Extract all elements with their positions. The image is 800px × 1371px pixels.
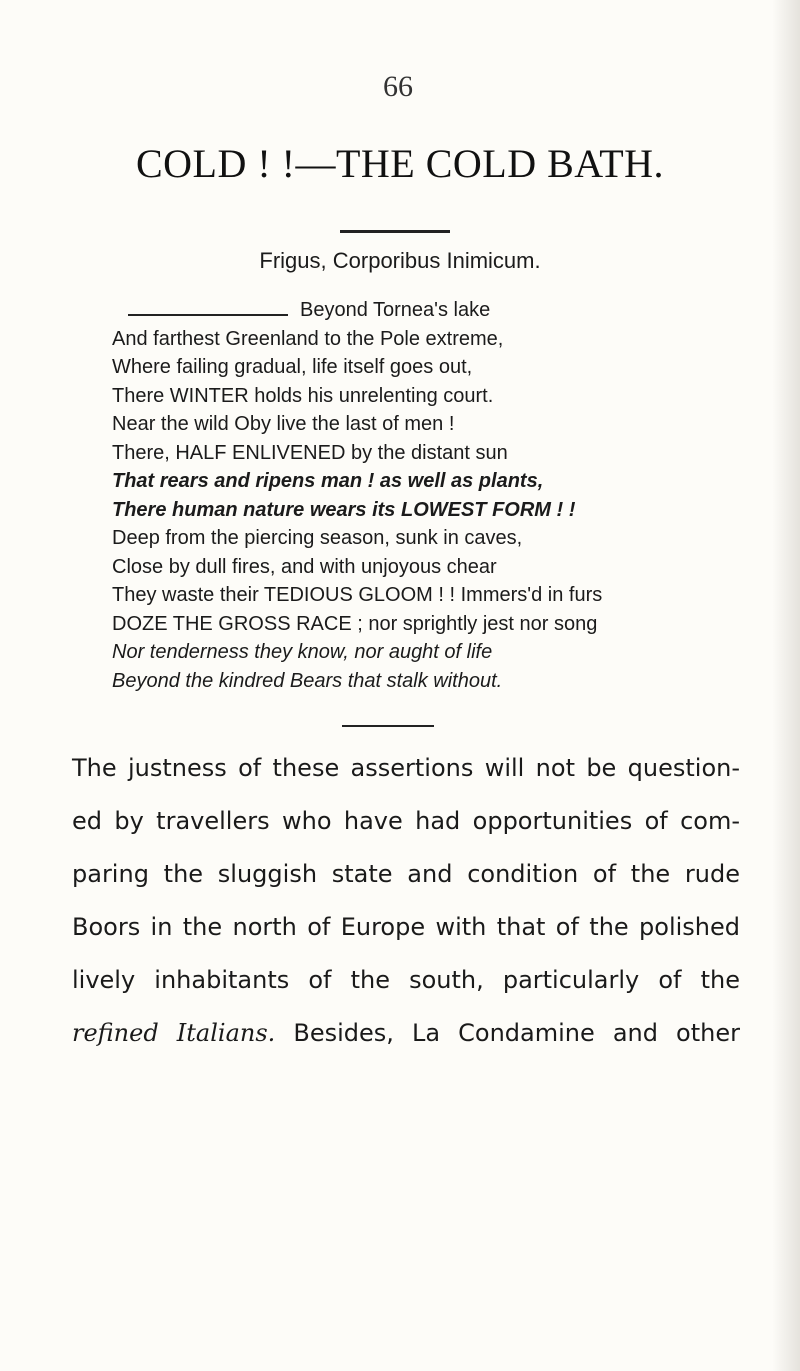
poem-line: That rears and ripens man ! as well as plants, bbox=[112, 470, 544, 492]
poem-line: There, HALF ENLIVENED by the distant sun bbox=[112, 441, 508, 464]
poem-line: There human nature wears its LOWEST FORM ! ! bbox=[112, 498, 576, 521]
body-paragraph bbox=[72, 742, 740, 1060]
paragraph-line: lively inhabitants of the south, particularly of the bbox=[72, 966, 740, 994]
poem-line: Where failing gradual, life itself goes out, bbox=[112, 356, 473, 378]
paragraph-line: Boors in the north of Europe with that of the polished bbox=[72, 913, 740, 941]
paragraph-line bbox=[72, 1007, 740, 1060]
paragraph-line: ed by travellers who have had opportunities of com- bbox=[72, 807, 740, 835]
poem-line: Beyond Tornea's lake bbox=[300, 299, 491, 321]
poem-line: Nor tenderness they know, nor aught of life bbox=[112, 641, 493, 663]
page-edge-shadow bbox=[772, 0, 800, 1371]
latin-motto: Frigus, Corporibus Inimicum. bbox=[259, 248, 541, 273]
poem-end-rule bbox=[342, 725, 434, 727]
paragraph-line: The justness of these assertions will not be question- bbox=[72, 754, 740, 782]
paragraph-line: paring the sluggish state and condition of the rude bbox=[72, 860, 740, 888]
poem-line: Deep from the piercing season, sunk in caves, bbox=[112, 527, 523, 549]
title-rule bbox=[340, 230, 450, 233]
poem-quotation bbox=[112, 296, 752, 695]
paragraph-text: Besides, La Condamine and other bbox=[275, 1019, 740, 1047]
poem-line: They waste their TEDIOUS GLOOM ! ! Immers'd in furs bbox=[112, 584, 603, 606]
poem-line: There WINTER holds his unrelenting court. bbox=[112, 384, 494, 407]
chapter-title: COLD ! !—THE COLD BATH. bbox=[135, 141, 665, 186]
page-number: 66 bbox=[383, 70, 413, 103]
poem-line: And farthest Greenland to the Pole extreme, bbox=[112, 327, 504, 350]
italic-phrase: refined Italians. bbox=[72, 1019, 276, 1047]
poem-line: Beyond the kindred Bears that stalk without. bbox=[112, 669, 503, 692]
poem-line: DOZE THE GROSS RACE ; nor sprightly jest nor song bbox=[112, 612, 598, 635]
poem-line: Near the wild Oby live the last of men ! bbox=[112, 413, 455, 435]
poem-line: Close by dull fires, and with unjoyous chear bbox=[112, 555, 497, 578]
